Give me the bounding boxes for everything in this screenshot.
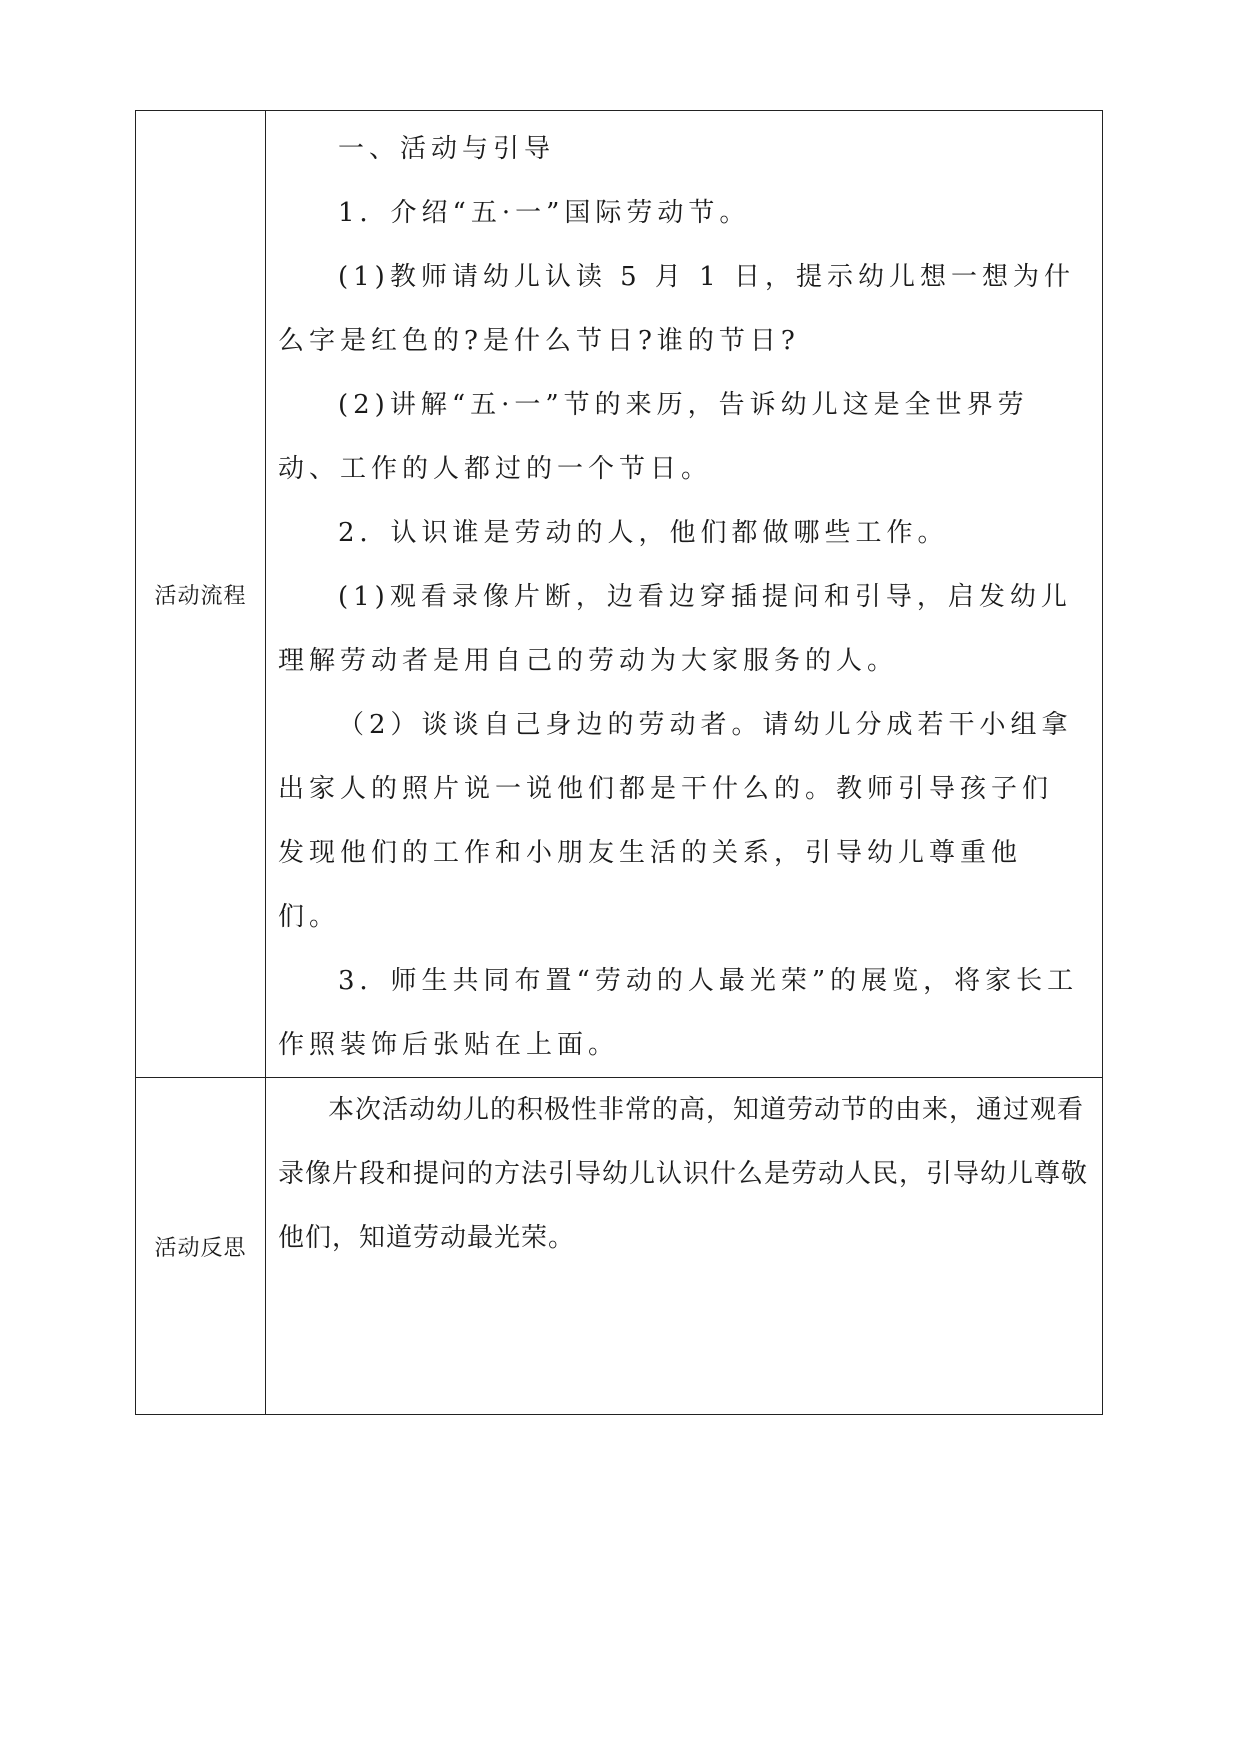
- lesson-plan-table: [135, 110, 1103, 1415]
- process-item-3: 3．师生共同布置“劳动的人最光荣”的展览，将家长工作照装饰后张贴在上面。: [278, 966, 1079, 1060]
- process-item-2: 2．认识谁是劳动的人，他们都做哪些工作。: [338, 518, 949, 548]
- reflection-label: 活动反思: [136, 1078, 266, 1415]
- process-row: [136, 111, 1103, 1078]
- reflection-row: [136, 1078, 1103, 1415]
- process-item-2-2: （2）谈谈自己身边的劳动者。请幼儿分成若干小组拿出家人的照片说一说他们都是干什么的。教师引导孩子们发现他们的工作和小朋友生活的关系，引导幼儿尊重他们。: [278, 710, 1073, 932]
- reflection-content: [266, 1078, 1103, 1415]
- process-item-1-2: (2)讲解“五·一”节的来历，告诉幼儿这是全世界劳动、工作的人都过的一个节日。: [278, 390, 1029, 484]
- reflection-text: 本次活动幼儿的积极性非常的高，知道劳动节的由来，通过观看录像片段和提问的方法引导幼儿认识什么是劳动人民，引导幼儿尊敬他们，知道劳动最光荣。: [278, 1095, 1089, 1253]
- process-item-2-1: (1)观看录像片断，边看边穿插提问和引导，启发幼儿理解劳动者是用自己的劳动为大家服务的人。: [278, 582, 1072, 676]
- process-item-1: 1．介绍“五·一”国际劳动节。: [338, 198, 751, 228]
- process-heading: 一、活动与引导: [338, 134, 556, 164]
- process-item-1-1: (1)教师请幼儿认读 5 月 1 日，提示幼儿想一想为什么字是红色的?是什么节日?谁的节日?: [278, 262, 1075, 356]
- process-label: 活动流程: [136, 111, 266, 1078]
- process-content: [266, 111, 1103, 1078]
